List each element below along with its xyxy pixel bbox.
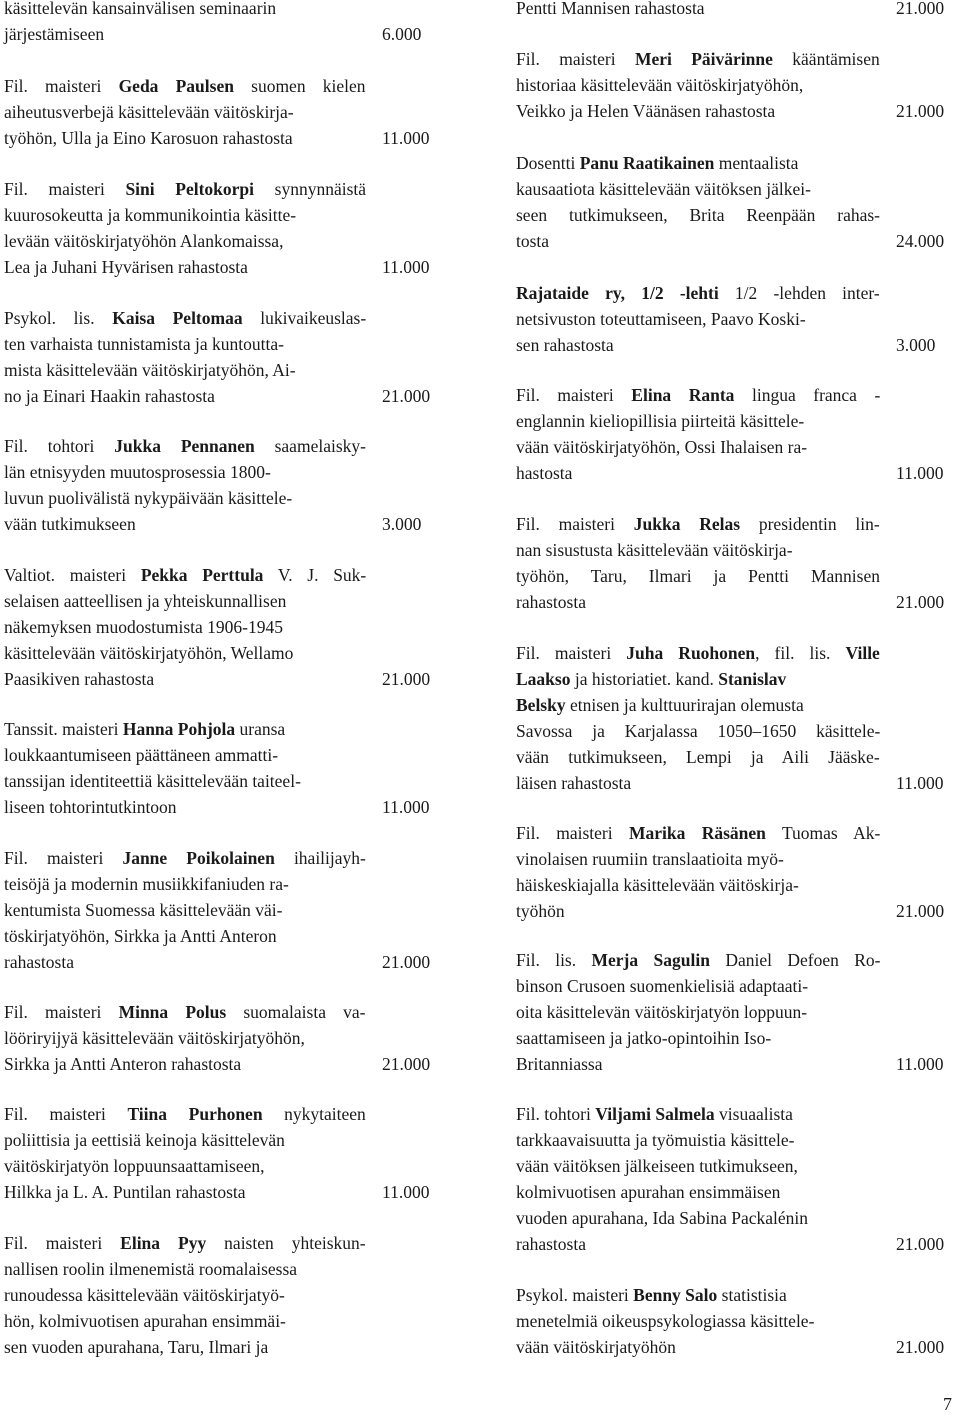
grant-amount: 11.000 [382,797,430,817]
entry-line [4,459,271,485]
entry-line [4,562,366,588]
entry-line [516,511,880,537]
entry-line [4,73,366,99]
entry-line [4,21,104,47]
entry-text: Fil. maisteri [4,76,119,96]
entry-line [516,46,880,72]
entry-text: statistisia [717,1285,787,1305]
entry-line [4,640,293,666]
entry-line [4,357,296,383]
grant-amount: 21.000 [896,1337,945,1357]
entry-text: tanssijan identiteettiä käsittelevään taiteel- [4,771,301,791]
recipient-name: Minna Polus [118,1002,227,1022]
recipient-name: Rajataide ry, 1/2 -lehti [516,283,719,303]
entry-text: hön, kolmivuotisen apurahan ensimmäi- [4,1311,286,1331]
entry-line [4,228,283,254]
entry-line [516,872,799,898]
entry-line [516,744,880,770]
entry-line [516,1101,793,1127]
entry-text: ihailijayh- [274,848,366,868]
entry-line [4,794,177,820]
entry-text: vään väitöskirjatyöhön [516,1337,676,1357]
grant-amount: 11.000 [896,463,944,483]
entry-text: kentumista Suomessa käsittelevään väi- [4,900,283,920]
entry-text: , fil. lis. [755,643,846,663]
entry-line [516,72,803,98]
entry-line [516,382,880,408]
entry-line [4,614,283,640]
grant-amount: 24.000 [896,231,945,251]
recipient-name: Panu Raatikainen [579,153,715,173]
entry-text: käsittelevän kansainvälisen seminaarin [4,0,277,18]
grant-amount: 21.000 [382,669,431,689]
entry-line [4,0,276,21]
entry-line [516,150,798,176]
entry-text: Veikko ja Helen Väänäsen rahastosta [516,101,776,121]
entry-line [516,306,806,332]
recipient-name: Jukka Pennanen [114,436,255,456]
recipient-name: Tiina Purhonen [127,1104,263,1124]
entry-line [516,563,880,589]
entry-line [4,1127,285,1153]
entry-line [516,1205,808,1231]
entry-text: rahastosta [4,952,74,972]
entry-text: menetelmiä oikeuspsykologiassa käsittele- [516,1311,815,1331]
recipient-name: Merja Sagulin [591,950,710,970]
entry-line [516,176,811,202]
entry-text: häiskeskiajalla käsittelevään väitöskirja- [516,875,799,895]
entry-text: rahastosta [516,1234,586,1254]
grant-amount: 21.000 [896,901,945,921]
grant-amount: 6.000 [382,24,422,44]
entry-line [4,1051,241,1077]
entry-text: oita käsittelevän väitöskirjatyön loppuun- [516,1002,808,1022]
entry-text: vään tutkimukseen, Lempi ja Aili Jääske- [516,747,880,767]
grant-amount: 21.000 [382,386,431,406]
grant-amount: 21.000 [896,1234,945,1254]
entry-text: mista käsittelevään väitöskirjatyöhön, Ai- [4,360,296,380]
entry-line [4,1153,265,1179]
entry-text: V. J. Suk- [263,565,367,585]
recipient-name: Belsky [516,695,566,715]
entry-line [516,820,880,846]
entry-text: luvun puolivälistä nykypäivään käsittele- [4,488,293,508]
entry-text: hastosta [516,463,573,483]
entry-line [4,923,277,949]
recipient-name: Marika Räsänen [628,823,766,843]
entry-line [516,640,880,666]
entry-line [4,305,366,331]
entry-line [4,202,296,228]
entry-text: synnynnäistä [254,179,367,199]
entry-line [516,666,786,692]
entry-line [4,254,248,280]
entry-text: vuoden apurahana, Ida Sabina Packalénin [516,1208,809,1228]
entry-text: Pentti Mannisen rahastosta [516,0,705,18]
entry-text: Fil. maisteri [4,848,123,868]
entry-line [4,1025,305,1051]
entry-text: suomen kielen [233,76,366,96]
entry-text: vään väitöskirjatyöhön, Ossi Ihalaisen ra- [516,437,808,457]
entry-text: Valtiot. maisteri [4,565,141,585]
entry-text: englannin kieliopillisia piirteitä käsittele- [516,411,805,431]
recipient-name: Viljami Salmela [595,1104,715,1124]
grant-amount: 11.000 [382,1182,430,1202]
entry-text: vinolaisen ruumiin translaatioita myö- [516,849,784,869]
entry-text: Tuomas Ak- [765,823,881,843]
entry-line [516,1308,814,1334]
entry-text: suomalaista va- [226,1002,366,1022]
entry-text: loukkaantumiseen päättäneen ammatti- [4,745,279,765]
entry-text: lööriryijyä käsittelevään väitöskirjatyöhön, [4,1028,305,1048]
entry-text: kolmivuotisen apurahan ensimmäisen [516,1182,781,1202]
entry-line [516,947,880,973]
entry-text: Fil. maisteri [4,1104,128,1124]
grant-amount: 11.000 [382,257,430,277]
grant-amount: 11.000 [896,1054,944,1074]
entry-line [516,1153,798,1179]
entry-text: Fil. maisteri [516,514,634,534]
recipient-name: Elina Ranta [631,385,735,405]
entry-text: Tanssit. maisteri [4,719,123,739]
page-number: 7 [943,1394,952,1414]
entry-text: naisten yhteiskun- [206,1233,366,1253]
entry-line [516,1282,787,1308]
entry-text: presidentin lin- [740,514,880,534]
entry-text: Paasikiven rahastosta [4,669,155,689]
entry-line [4,1308,286,1334]
entry-text: Dosentti [516,153,580,173]
entry-text: nan sisustusta käsittelevään väitöskirja- [516,540,793,560]
grant-amount: 21.000 [896,0,945,18]
recipient-name: Elina Pyy [120,1233,207,1253]
entry-line [516,846,784,872]
entry-text: nykytaiteen [262,1104,366,1124]
entry-line [4,871,289,897]
entry-text: näkemyksen muodostumista 1906-1945 [4,617,284,637]
entry-line [4,125,293,151]
entry-text: rahastosta [516,592,586,612]
entry-line [516,1231,586,1257]
entry-text: vään tutkimukseen [4,514,136,534]
entry-line [516,1025,771,1051]
entry-line [4,949,74,975]
entry-line [4,383,215,409]
entry-line [4,1101,366,1127]
entry-text: kausaatiota käsittelevään väitöksen jälkei- [516,179,811,199]
entry-text: läisen rahastosta [516,773,632,793]
entry-line [516,98,775,124]
entry-line [4,768,301,794]
entry-text: Fil. maisteri [516,49,635,69]
entry-line [516,1051,603,1077]
recipient-name: Sini Peltokorpi [125,179,255,199]
entry-text: kuurosokeutta ja kommunikointia käsitte- [4,205,297,225]
recipient-name: Jukka Relas [633,514,741,534]
entry-text: saamelaisky- [254,436,366,456]
entry-line [516,999,807,1025]
entry-text: Fil. maisteri [4,179,126,199]
entry-line [4,1334,268,1360]
entry-line [516,0,705,21]
entry-line [4,433,366,459]
entry-line [516,718,880,744]
entry-text: no ja Einari Haakin rahastosta [4,386,215,406]
entry-text: poliittisia ja eettisiä keinoja käsittelevän [4,1130,285,1150]
entry-line [4,1256,297,1282]
entry-line [4,897,282,923]
entry-line [516,332,614,358]
entry-text: työhön, Taru, Ilmari ja Pentti Mannisen [516,566,880,586]
entry-line [4,845,366,871]
entry-text: saattamiseen ja jatko-opintoihin Iso- [516,1028,772,1048]
entry-text: Fil. maisteri [516,823,629,843]
recipient-name: Pekka Perttula [140,565,264,585]
entry-line [4,716,285,742]
entry-line [516,692,804,718]
entry-text: etnisen ja kulttuurirajan olemusta [565,695,804,715]
entry-text: lingua franca - [734,385,881,405]
entry-line [516,280,880,306]
entry-text: län etnisyyden muutosprosessia 1800- [4,462,271,482]
entry-line [516,898,565,924]
entry-text: käsittelevään väitöskirjatyöhön, Wellamo [4,643,294,663]
grant-amount: 11.000 [896,773,944,793]
entry-line [4,176,366,202]
entry-line [516,434,807,460]
entry-text: kääntämisen [772,49,880,69]
entry-text: Hilkka ja L. A. Puntilan rahastosta [4,1182,246,1202]
entry-line [4,485,292,511]
entry-text: uransa [235,719,286,739]
entry-line [4,331,284,357]
entry-text: levään väitöskirjatyöhön Alankomaissa, [4,231,284,251]
entry-line [516,589,586,615]
entry-line [4,1230,366,1256]
entry-line [516,228,549,254]
entry-text: teisöjä ja modernin musiikkifaniuden ra- [4,874,289,894]
grant-amount: 21.000 [896,101,945,121]
entry-line [4,999,366,1025]
recipient-name: Geda Paulsen [118,76,234,96]
entry-text: nallisen roolin ilmenemistä roomalaisessa [4,1259,298,1279]
entry-text: tosta [516,231,550,251]
entry-text: sen vuoden apurahana, Taru, Ilmari ja [4,1337,269,1357]
entry-text: Fil. maisteri [516,643,627,663]
entry-text: Fil. tohtori [516,1104,596,1124]
entry-line [516,460,572,486]
entry-text: ja historiatiet. kand. [570,669,719,689]
entry-text: Psykol. lis. [4,308,113,328]
entry-text: vään väitöksen jälkeiseen tutkimukseen, [516,1156,798,1176]
entry-text: 1/2 -lehden inter- [718,283,880,303]
entry-text: Lea ja Juhani Hyvärisen rahastosta [4,257,248,277]
entry-text: työhön [516,901,565,921]
entry-text: Savossa ja Karjalassa 1050–1650 käsittele- [516,721,881,741]
entry-text: Sirkka ja Antti Anteron rahastosta [4,1054,242,1074]
entry-text: Fil. maisteri [4,1233,121,1253]
entry-text: runoudessa käsittelevään väitöskirjatyö- [4,1285,285,1305]
grant-amount: 21.000 [382,952,431,972]
recipient-name: Juha Ruohonen [626,643,756,663]
entry-line [4,1179,246,1205]
grant-amount: 21.000 [382,1054,431,1074]
entry-text: Britanniassa [516,1054,603,1074]
entry-text: sen rahastosta [516,335,614,355]
entry-line [4,511,136,537]
entry-line [516,1127,794,1153]
entry-line [516,202,880,228]
entry-text: mentaalista [714,153,799,173]
entry-line [516,770,631,796]
recipient-name: Meri Päivärinne [634,49,773,69]
entry-line [4,666,154,692]
entry-line [4,588,286,614]
entry-line [516,973,808,999]
entry-line [4,1282,285,1308]
entry-text: Fil. lis. [516,950,592,970]
entry-line [516,408,804,434]
grant-amount: 3.000 [896,335,936,355]
entry-text: Fil. tohtori [4,436,115,456]
entry-text: seen tutkimukseen, Brita Reenpään rahas- [516,205,880,225]
grant-amount: 11.000 [382,128,430,148]
entry-text: Fil. maisteri [4,1002,119,1022]
entry-text: töskirjatyöhön, Sirkka ja Antti Anteron [4,926,277,946]
entry-text: ten varhaista tunnistamista ja kuntoutta- [4,334,284,354]
entry-line [516,1334,676,1360]
entry-line [516,1179,780,1205]
entry-text: lukivaikeuslas- [242,308,367,328]
entry-text: työhön, Ulla ja Eino Karosuon rahastosta [4,128,293,148]
entry-text: aiheutusverbejä käsittelevään väitöskirja- [4,102,294,122]
entry-text: selaisen aatteellisen ja yhteiskunnallisen [4,591,287,611]
entry-text: Daniel Defoen Ro- [709,950,881,970]
grant-amount: 21.000 [896,592,945,612]
entry-line [516,537,793,563]
entry-text: väitöskirjatyön loppuunsaattamiseen, [4,1156,265,1176]
entry-line [4,742,278,768]
entry-text: netsivuston toteuttamiseen, Paavo Koski- [516,309,806,329]
recipient-name: Benny Salo [633,1285,718,1305]
grant-amount: 3.000 [382,514,422,534]
entry-text: historiaa käsittelevään väitöskirjatyöhön, [516,75,804,95]
recipient-name: Hanna Pohjola [122,719,236,739]
recipient-name: Stanislav [718,669,787,689]
entry-text: Fil. maisteri [516,385,632,405]
entry-text: visuaalista [714,1104,793,1124]
entry-text: liseen tohtorintutkintoon [4,797,177,817]
entry-text: tarkkaavaisuutta ja työmuistia käsittele- [516,1130,795,1150]
entry-text: järjestämiseen [4,24,105,44]
entry-text: binson Crusoen suomenkielisiä adaptaati- [516,976,809,996]
recipient-name: Laakso [516,669,571,689]
recipient-name: Janne Poikolainen [122,848,275,868]
recipient-name: Ville [845,643,880,663]
entry-text: Psykol. maisteri [516,1285,634,1305]
entry-line [4,99,294,125]
recipient-name: Kaisa Peltomaa [112,308,243,328]
